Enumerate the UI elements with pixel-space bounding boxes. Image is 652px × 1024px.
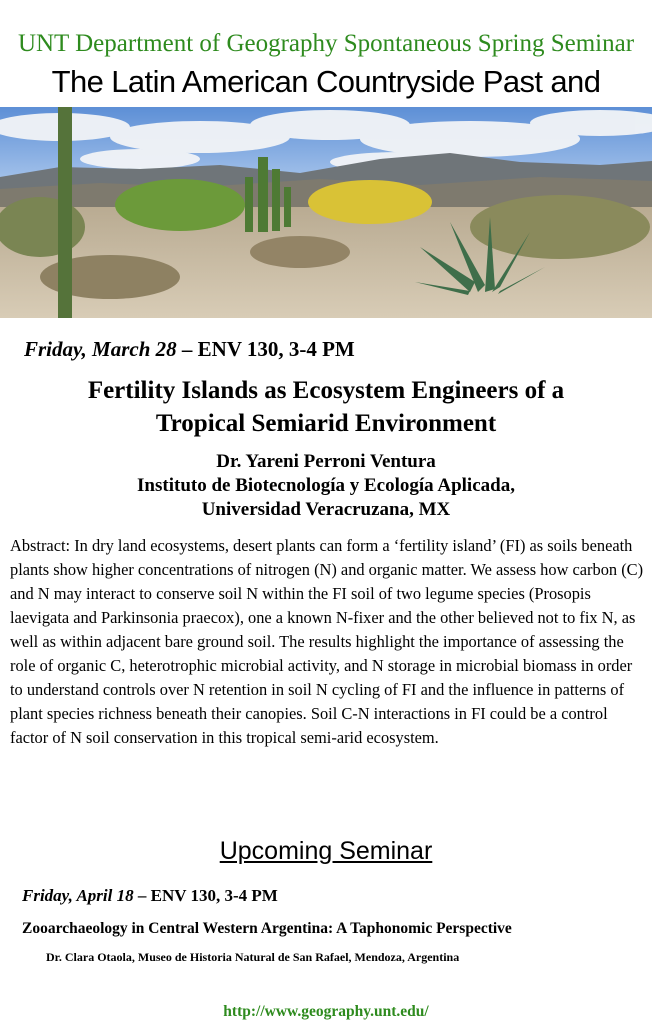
upcoming-location-time: – ENV 130, 3-4 PM [133, 886, 278, 905]
upcoming-heading: Upcoming Seminar [219, 837, 433, 865]
abstract-text: In dry land ecosystems, desert plants can form a ‘fertility island’ (FI) as soils beneath plants show higher concentrations of nitrogen (N) and organic matter. We assess how carbon (C) and N may interact to conserve soil N within the FI soil of two legume species (Prosopis laevigata and Parkinsonia praecox), one a known N-fixer and the other believed not to fix N, as well as within adjacent bare ground soil. The results highlight the importance of assessing the role of organic C, heterotrophic microbial activity, and N storage in microbial biomass in order to understand controls over N retention in soil N cycling of FI and the influence in patterns of plant species richness beneath their canopies. Soil C-N interactions in FI could be a control factor of N soil conservation in this tropical semi-arid ecosystem. [10, 536, 644, 747]
upcoming-speaker: Dr. Clara Otaola, Museo de Historia Natural de San Rafael, Mendoza, Argentina [46, 950, 460, 964]
talk-title-line2: Tropical Semiarid Environment [155, 410, 497, 437]
talk-title [0, 374, 652, 440]
series-title: The Latin American Countryside Past and [51, 64, 601, 99]
abstract-label: Abstract: [10, 536, 71, 555]
department-heading: UNT Department of Geography Spontaneous Spring Seminar [17, 30, 635, 57]
landscape-photo [0, 107, 652, 318]
affiliation-line1: Instituto de Biotecnología y Ecología Aplicada, [137, 475, 515, 496]
talk-title-line1: Fertility Islands as Ecosystem Engineers of a [87, 377, 565, 404]
event-date-line [24, 337, 355, 362]
event-location-time: – ENV 130, 3-4 PM [176, 337, 355, 361]
website-link[interactable]: http://www.geography.unt.edu/ [223, 1003, 429, 1020]
speaker-name: Dr. Yareni Perroni Ventura [216, 451, 436, 472]
upcoming-title: Zooarchaeology in Central Western Argentina: A Taphonomic Perspective [22, 920, 512, 937]
event-date: Friday, March 28 [24, 337, 177, 361]
upcoming-date: Friday, April 18 [22, 886, 134, 905]
upcoming-date-line [22, 886, 278, 906]
speaker-block [0, 450, 652, 522]
abstract [10, 534, 646, 750]
affiliation-line2: Universidad Veracruzana, MX [201, 499, 451, 520]
